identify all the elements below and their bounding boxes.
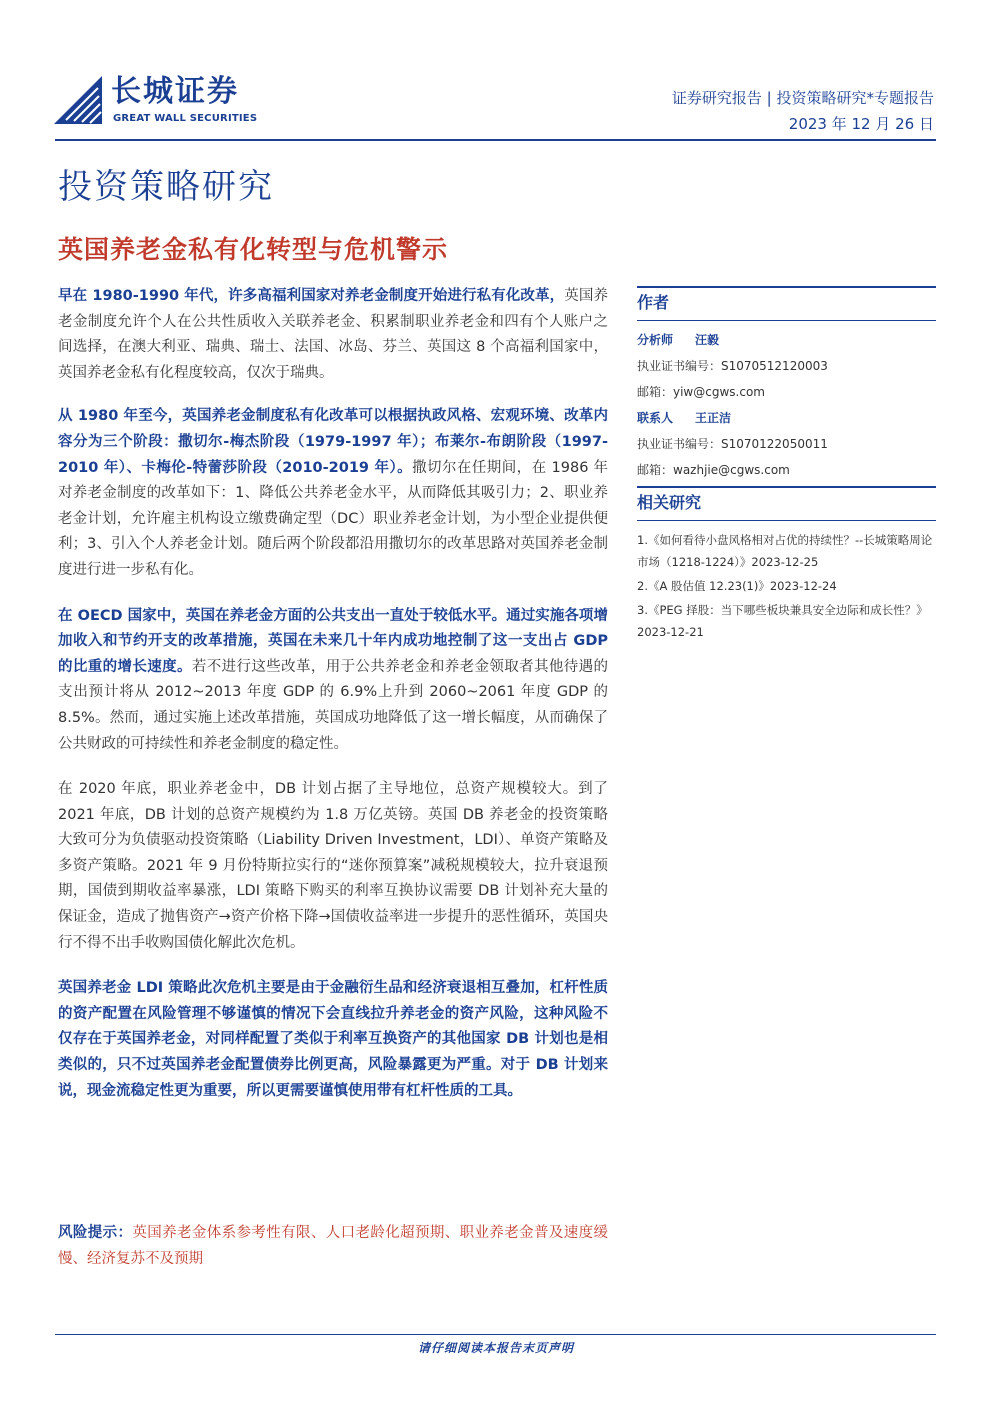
report-date: 2023 年 12 月 26 日	[788, 115, 934, 133]
paragraph-5	[58, 976, 608, 1104]
footer-disclaimer: 请仔细阅读本报告末页声明	[417, 1341, 574, 1355]
great-wall-logo-icon	[52, 74, 104, 126]
paragraph-2-text: 撒切尔在任期间，在 1986 年对养老金制度的改革如下：1、降低公共养老金水平，从而降低其吸引力；2、职业养老金计划，允许雇主机构设立缴费确定型（DC）职业养老金计划，为小型企业提供便利；3、引入个人养老金计划。随后两个阶段都沿用撒切尔的改革思路对英国养老金制度进行进一步私有化。	[58, 459, 609, 578]
contact-name: 王正洁	[695, 411, 732, 425]
analyst-name: 汪毅	[695, 333, 720, 347]
paragraph-3-text: 若不进行这些改革，用于公共养老金和养老金领取者其他待遇的支出预计将从 2012~2013 年度 GDP 的 6.9%上升到 2060~2061 年度 GDP 的 8.5%。然而，通过实施上述改革措施，英国成功地降低了这一增长幅度，从而确保了公共财政的可持续性和养老金制度的稳定性。	[58, 658, 608, 752]
paragraph-3	[58, 604, 608, 758]
paragraph-2-highlight: 从 1980 年至今，英国养老金制度私有化改革可以根据执政风格、宏观环境、改革内容分为三个阶段：撒切尔-梅杰阶段（1979-1997 年）；布莱尔-布朗阶段（1997-2010 年）、卡梅伦-特蕾莎阶段（2010-2019 年）。	[58, 408, 608, 476]
contact-email: 邮箱：wazhjie@cgws.com	[637, 463, 790, 477]
contact-role: 联系人	[637, 411, 674, 425]
risk-label: 风险提示：	[58, 1225, 133, 1241]
paragraph-4: 在 2020 年底，职业养老金中，DB 计划占据了主导地位，总资产规模较大。到了 2021 年底，DB 计划的总资产规模约为 1.8 万亿英镑。英国 DB 养老金的投资策略大致可分为负债驱动投资策略（Liability Driven Investment，LDI）、单资产策略及多资产策略。2021 年 9 月份特斯拉实行的“迷你预算案”减税规模较大，拉升衰退预期，国债到期收益率暴涨，LDI 策略下购买的利率互换协议需要 DB 计划补充大量的保证金，造成了抛售资产→资产价格下降→国债收益率进一步提升的恶性循环，英国央行不得不出手收购国债化解此次危机。	[58, 781, 608, 951]
section-title: 投资策略研究	[58, 167, 274, 207]
paragraph-1-text: 英国养老金制度允许个人在公共性质收入关联养老金、积累制职业养老金和四有个人账户之间选择，在澳大利亚、瑞典、瑞士、法国、冰岛、芬兰、英国这 8 个高福利国家中，英国养老金私有化程度较高，仅次于瑞典。	[58, 288, 609, 381]
footer-divider	[55, 1334, 936, 1335]
document-title: 英国养老金私有化转型与危机警示	[58, 235, 449, 264]
analyst-role: 分析师	[637, 333, 674, 347]
analyst-line	[637, 327, 936, 353]
related-item-1[interactable]: 1.《如何看待小盘风格相对占优的持续性？--长城策略周论市场（1218-1224）》2023-12-25	[637, 533, 933, 569]
main-body	[58, 284, 608, 1124]
related-item-3[interactable]: 3.《PEG 择股：当下哪些板块兼具安全边际和成长性？》2023-12-21	[637, 603, 928, 639]
related-research-heading: 相关研究	[637, 486, 936, 521]
author-heading: 作者	[637, 286, 936, 321]
logo-chinese-name: 长城证券	[111, 74, 239, 109]
author-panel	[637, 286, 936, 483]
related-research-panel	[637, 486, 936, 643]
risk-warning	[58, 1221, 608, 1272]
logo-english-name: GREAT WALL SECURITIES	[113, 113, 258, 124]
contact-cert: 执业证书编号：S1070122050011	[637, 437, 828, 451]
paragraph-2	[58, 404, 608, 583]
risk-text: 英国养老金体系参考性有限、人口老龄化超预期、职业养老金普及速度缓慢、经济复苏不及预期	[58, 1225, 608, 1267]
header-divider	[55, 139, 936, 141]
paragraph-3-highlight: 在 OECD 国家中，英国在养老金方面的公共支出一直处于较低水平。通过实施各项增加收入和节约开支的改革措施，英国在未来几十年内成功地控制了这一支出占 GDP 的比重的增长速度。	[58, 607, 608, 675]
paragraph-1	[58, 284, 608, 386]
paragraph-1-highlight: 早在 1980-1990 年代，许多高福利国家对养老金制度开始进行私有化改革，	[58, 288, 565, 304]
report-type: 证券研究报告 | 投资策略研究*专题报告	[671, 89, 934, 107]
analyst-cert: 执业证书编号：S1070512120003	[637, 359, 828, 373]
analyst-email: 邮箱：yiw@cgws.com	[637, 385, 765, 399]
related-item-2[interactable]: 2.《A 股估值 12.23(1)》2023-12-24	[637, 579, 837, 593]
contact-line	[637, 405, 936, 431]
paragraph-5-highlight: 英国养老金 LDI 策略此次危机主要是由于金融衍生品和经济衰退相互叠加，杠杆性质的资产配置在风险管理不够谨慎的情况下会直线拉升养老金的资产风险，这种风险不仅存在于英国养老金，对同样配置了类似于利率互换资产的其他国家 DB 计划也是相类似的，只不过英国养老金配置债券比例更高，风险暴露更为严重。对于 DB 计划来说，现金流稳定性更为重要，所以更需要谨慎使用带有杠杆性质的工具。	[58, 980, 608, 1099]
